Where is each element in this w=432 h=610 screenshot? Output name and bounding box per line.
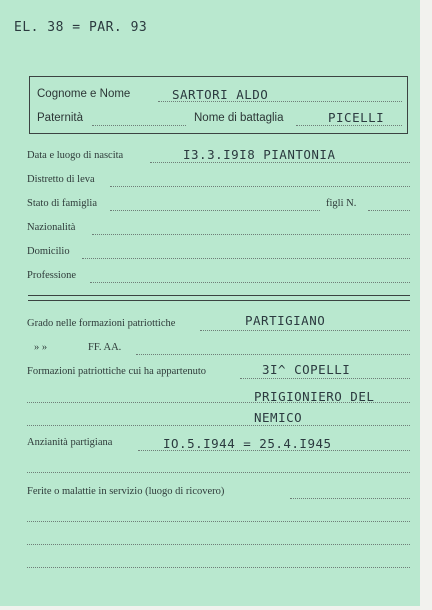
seniority-line-2 (27, 472, 410, 473)
domicile-label: Domicilio (27, 246, 70, 257)
section-rule-top (28, 295, 410, 296)
scan-edge-bottom (0, 606, 432, 610)
battle-name-line (296, 125, 402, 126)
wounds-line-2 (27, 521, 410, 522)
family-line (110, 210, 320, 211)
wounds-line-4 (27, 567, 410, 568)
rank-line (200, 330, 410, 331)
battle-name-value: PICELLI (328, 110, 385, 125)
formations-value-3: NEMICO (254, 410, 303, 425)
wounds-line-3 (27, 544, 410, 545)
birth-line (150, 162, 410, 163)
profession-line (90, 282, 410, 283)
formations-value-2: PRIGIONIERO DEL (254, 389, 375, 404)
domicile-line (82, 258, 410, 259)
ffaa-label: FF. AA. (88, 342, 122, 353)
children-line (368, 210, 410, 211)
battle-name-label: Nome di battaglia (194, 112, 284, 124)
rank-value: PARTIGIANO (245, 313, 326, 328)
surname-value: SARTORI ALDO (172, 87, 269, 102)
nationality-label: Nazionalità (27, 222, 76, 233)
profession-label: Professione (27, 270, 76, 281)
surname-label: Cognome e Nome (37, 88, 131, 100)
ffaa-marks: » » (34, 342, 48, 353)
father-label: Paternità (37, 112, 84, 124)
seniority-label: Anzianità partigiana (27, 437, 113, 448)
wounds-label: Ferite o malattie in servizio (luogo di ricovero) (27, 486, 225, 497)
formations-line-3 (27, 425, 410, 426)
wounds-line-1 (290, 498, 410, 499)
formations-label: Formazioni patriottiche cui ha appartenuto (27, 366, 207, 377)
children-label: figli N. (326, 198, 357, 209)
birth-label: Data e luogo di nascita (27, 150, 124, 161)
nationality-line (92, 234, 410, 235)
section-rule-bottom (28, 300, 410, 301)
birth-value: I3.3.I9I8 PIANTONIA (183, 147, 336, 162)
family-label: Stato di famiglia (27, 198, 97, 209)
father-line (92, 125, 186, 126)
district-label: Distretto di leva (27, 174, 95, 185)
seniority-value: IO.5.I944 = 25.4.I945 (163, 436, 332, 451)
district-line (110, 186, 410, 187)
formations-line-1 (240, 378, 410, 379)
ffaa-line (136, 354, 410, 355)
rank-label: Grado nelle formazioni patriottiche (27, 318, 176, 329)
scan-edge-right (420, 0, 432, 610)
formations-value-1: 3I^ COPELLI (262, 362, 351, 377)
archive-code: EL. 38 = PAR. 93 (14, 20, 148, 35)
